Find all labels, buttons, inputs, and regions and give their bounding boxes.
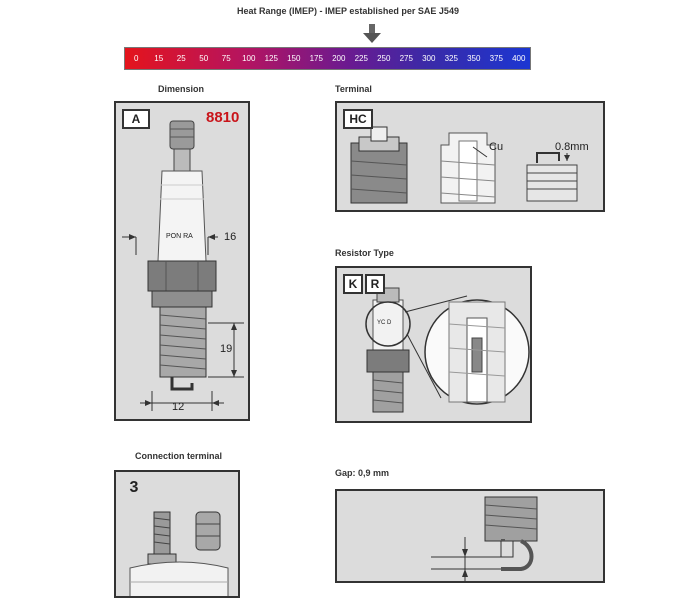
heat-range-title: Heat Range (IMEP) - IMEP established per SAE J549 <box>237 6 459 16</box>
resistor-panel <box>335 266 532 423</box>
dimension-label: Dimension <box>158 84 205 94</box>
heat-range-value: 325 <box>444 54 458 63</box>
resistor-insulator-print: YC D <box>377 320 392 326</box>
heat-range-value: 25 <box>176 54 186 63</box>
heat-range-value: 75 <box>221 54 231 63</box>
gap-panel <box>335 489 605 583</box>
heat-range-value: 400 <box>512 54 526 63</box>
heat-range-value: 225 <box>354 54 368 63</box>
resistor-tag-k: K <box>343 274 363 294</box>
terminal-tag: HC <box>343 109 373 129</box>
heat-range-value: 200 <box>332 54 346 63</box>
hex-size-value: 16 <box>224 231 237 243</box>
core-material-label: Cu <box>489 141 504 153</box>
terminal-drawing <box>337 103 605 212</box>
selected-heat-arrow-icon <box>362 24 382 44</box>
heat-range-value: 275 <box>399 54 413 63</box>
resistor-tag-r: R <box>365 274 385 294</box>
heat-range-value: 300 <box>422 54 436 63</box>
resistor-label: Resistor Type <box>335 248 394 258</box>
terminal-label: Terminal <box>335 84 372 94</box>
gap-drawing <box>337 491 605 583</box>
thread-length-value: 19 <box>220 343 233 355</box>
plug-code: 8810 <box>206 109 240 126</box>
heat-range-value: 350 <box>467 54 481 63</box>
heat-range-value: 125 <box>264 54 278 63</box>
spark-plug-dimension-drawing <box>116 103 250 421</box>
connection-terminal-tag: 3 <box>129 479 139 496</box>
connection-terminal-panel <box>114 470 240 598</box>
heat-range-value: 250 <box>377 54 391 63</box>
heat-range-value: 100 <box>242 54 256 63</box>
thread-diameter-value: 12 <box>172 401 185 413</box>
heat-range-value: 15 <box>154 54 164 63</box>
dimension-panel <box>114 101 250 421</box>
terminal-panel <box>335 101 605 212</box>
gap-label: Gap: 0,9 mm <box>335 468 390 478</box>
heat-range-value: 150 <box>287 54 301 63</box>
heat-range-value: 50 <box>199 54 209 63</box>
connection-terminal-label: Connection terminal <box>135 451 223 461</box>
dimension-tag: A <box>122 109 150 129</box>
heat-range-value: 375 <box>489 54 503 63</box>
heat-range-scale <box>124 47 531 70</box>
gap-callout-label: 0.8mm <box>555 141 589 153</box>
insulator-print: PON RA <box>166 233 193 240</box>
heat-range-value: 175 <box>309 54 323 63</box>
heat-range-value: 0 <box>134 54 139 63</box>
